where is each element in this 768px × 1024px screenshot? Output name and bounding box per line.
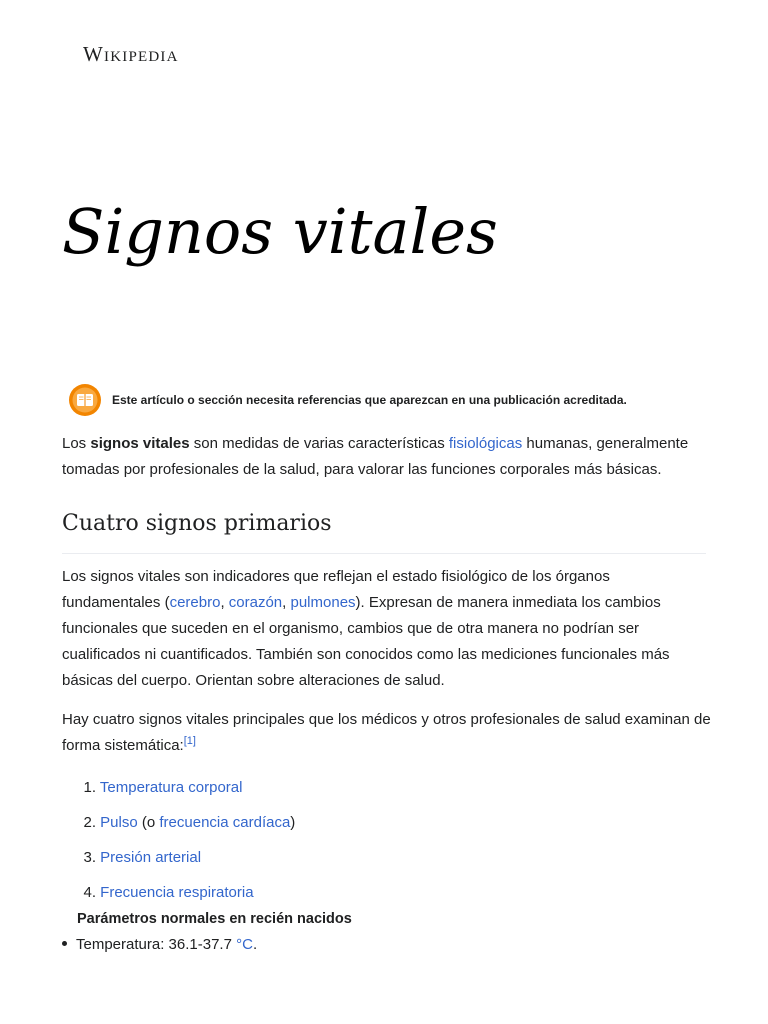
link-presion-arterial[interactable]: Presión arterial <box>100 849 202 866</box>
link-fisiologicas[interactable]: fisiológicas <box>448 435 523 452</box>
link-celsius[interactable]: °C <box>236 936 253 953</box>
link-pulmones[interactable]: pulmones <box>290 594 356 611</box>
page-title: Signos vitales <box>62 195 498 268</box>
link-corazon[interactable]: corazón <box>228 594 283 611</box>
reference-1-link[interactable]: [1] <box>183 735 196 747</box>
link-pulso[interactable]: Pulso <box>100 814 138 831</box>
link-cerebro[interactable]: cerebro <box>169 594 221 611</box>
section-heading[interactable]: Cuatro signos primarios <box>62 511 332 536</box>
list-item: 1. Temperatura corporal <box>83 779 243 796</box>
list-item: 2. Pulso (o frecuencia cardíaca) <box>83 814 296 831</box>
link-frecuencia-cardiaca[interactable]: frecuencia cardíaca <box>159 814 291 831</box>
list-item: 3. Presión arterial <box>83 849 202 866</box>
bold-term: signos vitales <box>90 435 190 452</box>
intro-paragraph: Los signos vitales son medidas de varias características fisiológicas humanas, generalmente tomadas por profesionales de la salud, para valorar las funciones corporales más básicas. <box>62 435 689 478</box>
link-frecuencia-respiratoria[interactable]: Frecuencia respiratoria <box>100 884 254 901</box>
section-paragraph-2: Hay cuatro signos vitales principales que los médicos y otros profesionales de salud examinan de forma sistemática:[1] <box>62 711 711 754</box>
link-temperatura-corporal[interactable]: Temperatura corporal <box>99 779 243 796</box>
bullet-icon <box>62 941 67 946</box>
section-divider <box>62 553 706 554</box>
book-icon <box>68 383 102 417</box>
vital-signs-list <box>62 775 295 915</box>
section-paragraph-1: Los signos vitales son indicadores que reflejan el estado fisiológico de los órganos fundamentales (cerebro, corazón, pulmones). Expresan de manera inmediata los cambios funcionales que suceden en el organismo, cambios que de otra manera no podrían ser cualificados ni cuantificados. También son conocidos como las mediciones funcionales más básicas del cuerpo. Orientan sobre alteraciones de salud. <box>62 568 670 689</box>
newborn-parameters-list <box>62 932 257 958</box>
notice-text: Este artículo o sección necesita referencias que aparezcan en una publicación acreditada. <box>112 393 627 407</box>
wikipedia-wordmark[interactable]: Wikipedia <box>83 42 179 66</box>
list-item: Temperatura: 36.1-37.7 °C. <box>62 932 257 958</box>
subheading-newborn-parameters: Parámetros normales en recién nacidos <box>77 911 352 927</box>
references-notice <box>68 383 627 417</box>
list-item: 4. Frecuencia respiratoria <box>83 884 254 901</box>
